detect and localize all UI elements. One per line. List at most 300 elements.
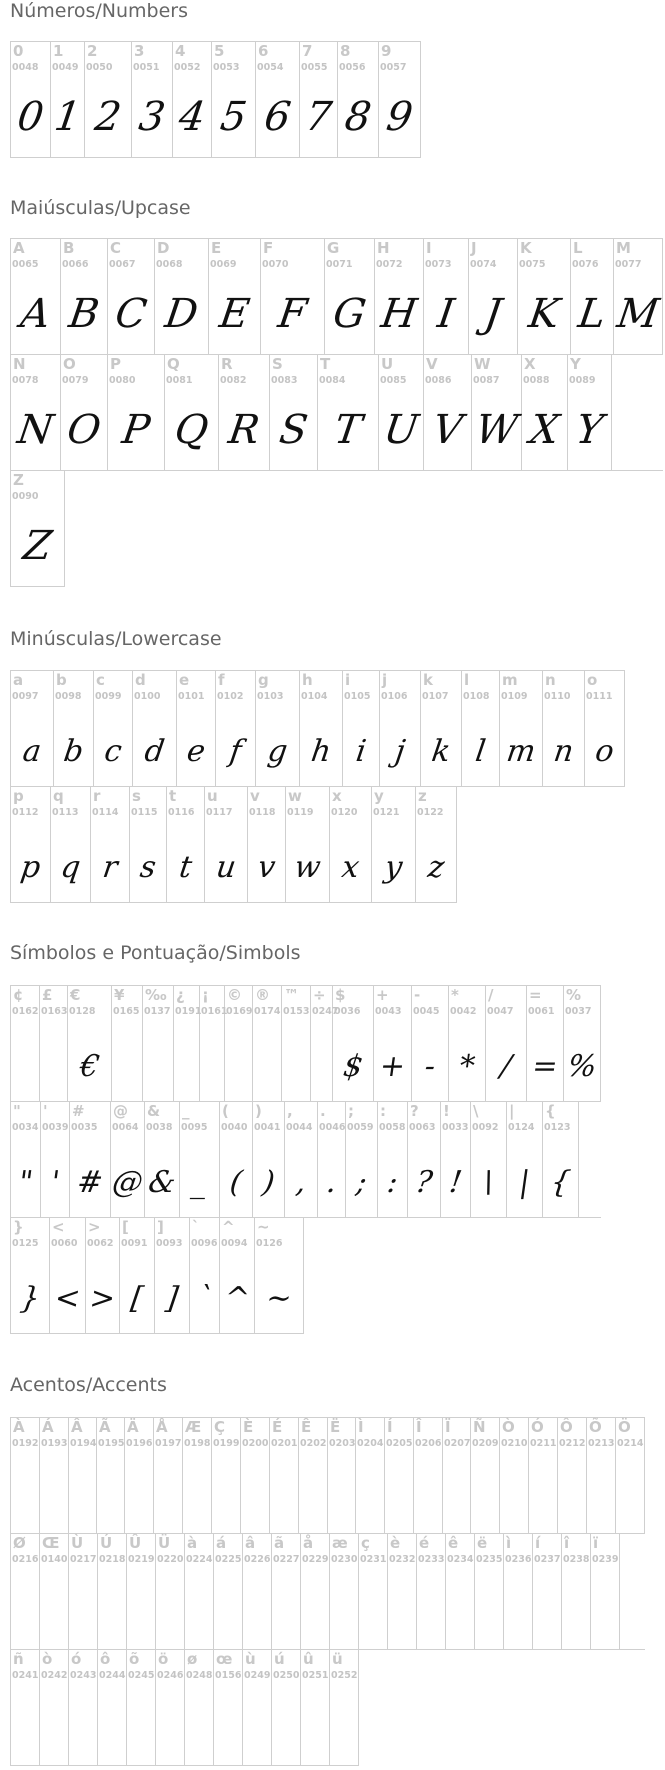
glyph-sample: 8	[342, 94, 374, 140]
glyph-sample: G	[330, 291, 369, 337]
glyph-cell	[11, 787, 51, 903]
glyph-code-label: 0042	[450, 1006, 477, 1017]
glyph-code-label: 0206	[415, 1438, 442, 1449]
glyph-code-label: 0174	[254, 1006, 281, 1017]
glyph-code-label: 0195	[98, 1438, 125, 1449]
glyph-code-label: 0067	[109, 259, 136, 270]
glyph-cell	[504, 1534, 533, 1650]
glyph-char-label: 9	[381, 42, 392, 60]
glyph-char-label: *	[451, 986, 459, 1004]
glyph-code-label: 0218	[99, 1554, 126, 1565]
glyph-cell	[167, 787, 205, 903]
glyph-char-label: y	[374, 787, 384, 805]
glyph-code-label: 0163	[41, 1006, 68, 1017]
glyph-cell	[318, 355, 379, 471]
glyph-code-label: 0081	[166, 375, 193, 386]
glyph-cell	[471, 1418, 500, 1534]
glyph-cell	[180, 1102, 220, 1218]
glyph-code-label: 0052	[174, 62, 201, 73]
glyph-cell	[255, 1218, 304, 1334]
glyph-code-label: 0235	[476, 1554, 503, 1565]
glyph-sample: 2	[92, 94, 124, 140]
glyph-sample: t	[177, 850, 195, 885]
glyph-cell	[248, 787, 286, 903]
glyph-cell	[94, 671, 133, 787]
glyph-cell	[98, 1650, 127, 1766]
glyph-cell	[533, 1534, 562, 1650]
glyph-code-label: 0100	[134, 691, 161, 702]
glyph-sample: 7	[302, 94, 335, 140]
glyph-cell	[214, 1650, 243, 1766]
glyph-char-label: é	[419, 1534, 430, 1552]
glyph-char-label: (	[222, 1102, 229, 1120]
glyph-char-label: |	[509, 1102, 515, 1120]
glyph-code-label: 0219	[128, 1554, 155, 1565]
glyph-cell	[177, 671, 216, 787]
glyph-cell	[424, 239, 469, 355]
glyph-code-label: 0053	[213, 62, 240, 73]
glyph-code-label: 0082	[220, 375, 247, 386]
glyph-char-label: Î	[416, 1418, 422, 1436]
glyph-code-label: 0128	[69, 1006, 96, 1017]
glyph-cell	[40, 1650, 69, 1766]
glyph-cell	[543, 1102, 579, 1218]
glyph-cell	[241, 1418, 270, 1534]
glyph-code-label: 0040	[221, 1122, 248, 1133]
glyph-char-label: Æ	[185, 1418, 202, 1436]
glyph-sample: J	[481, 291, 505, 337]
glyph-char-label: ,	[287, 1102, 293, 1120]
glyph-char-label: Ø	[13, 1534, 26, 1552]
glyph-cell	[11, 671, 54, 787]
glyph-cell	[108, 239, 155, 355]
glyph-cell	[286, 787, 330, 903]
glyph-cell	[472, 355, 522, 471]
glyph-cell	[343, 671, 380, 787]
glyph-char-label: n	[545, 671, 556, 689]
glyph-code-label: 0090	[12, 491, 39, 502]
glyph-char-label: Ù	[71, 1534, 84, 1552]
glyph-cell	[527, 986, 564, 1102]
glyph-cell	[417, 1534, 446, 1650]
glyph-cell	[54, 671, 94, 787]
glyph-cell	[558, 1418, 587, 1534]
glyph-code-label: 0094	[221, 1238, 248, 1249]
glyph-cell	[127, 1650, 156, 1766]
glyph-cell	[91, 787, 130, 903]
glyph-code-label: 0119	[287, 807, 314, 818]
glyph-cell	[318, 1102, 346, 1218]
glyph-char-label: Ï	[445, 1418, 451, 1436]
glyph-sample: }	[18, 1281, 43, 1316]
glyph-cell	[475, 1534, 504, 1650]
glyph-char-label: a	[13, 671, 24, 689]
glyph-sample: K	[525, 291, 563, 337]
glyph-code-label: 0193	[41, 1438, 68, 1449]
glyph-sample: ?	[413, 1165, 435, 1200]
glyph-cell	[11, 1218, 50, 1334]
glyph-char-label: Ü	[158, 1534, 171, 1552]
glyph-code-label: 0061	[528, 1006, 555, 1017]
glyph-cell	[155, 239, 209, 355]
glyph-sample: T	[331, 407, 365, 453]
glyph-char-label: ]	[157, 1218, 164, 1236]
glyph-code-label: 0237	[534, 1554, 561, 1565]
glyph-char-label: =	[529, 986, 542, 1004]
glyph-char-label: ¡	[202, 986, 209, 1004]
glyph-char-label: ñ	[13, 1650, 24, 1668]
glyph-char-label: z	[418, 787, 427, 805]
glyph-cell	[174, 986, 200, 1102]
glyph-char-label: Ö	[618, 1418, 631, 1436]
glyph-char-label: !	[443, 1102, 450, 1120]
glyph-code-label: 0107	[422, 691, 449, 702]
glyph-code-label: 0054	[257, 62, 284, 73]
glyph-code-label: 0096	[191, 1238, 218, 1249]
glyph-char-label: ø	[187, 1650, 198, 1668]
glyph-code-label: 0200	[242, 1438, 269, 1449]
glyph-sample: |	[517, 1165, 533, 1200]
glyph-cell	[11, 1102, 41, 1218]
glyph-code-label: 0044	[286, 1122, 313, 1133]
glyph-code-label: 0137	[144, 1006, 171, 1017]
glyph-code-label: 0048	[12, 62, 39, 73]
glyph-cell	[338, 42, 379, 158]
glyph-cell	[40, 1418, 69, 1534]
glyph-char-label: ü	[332, 1650, 343, 1668]
glyph-sample: F	[275, 291, 310, 337]
glyph-code-label: 0201	[271, 1438, 298, 1449]
glyph-sample: >	[87, 1281, 118, 1316]
glyph-char-label: ç	[361, 1534, 370, 1552]
glyph-code-label: 0056	[339, 62, 366, 73]
glyph-sample: n	[551, 734, 576, 769]
glyph-char-label: F	[263, 239, 274, 257]
glyph-sample: f	[227, 734, 244, 769]
glyph-char-label: ô	[100, 1650, 111, 1668]
glyph-code-label: 0115	[131, 807, 158, 818]
glyph-cell	[500, 1418, 529, 1534]
glyph-row	[11, 238, 663, 355]
glyph-cell	[375, 239, 424, 355]
glyph-cell	[285, 1102, 318, 1218]
glyph-cell	[270, 1418, 299, 1534]
glyph-char-label: á	[216, 1534, 227, 1552]
glyph-sample: Z	[20, 523, 55, 569]
glyph-char-label: w	[288, 787, 302, 805]
glyph-code-label: 0162	[12, 1006, 39, 1017]
section-title-lowercase: Minúsculas/Lowercase	[10, 628, 222, 650]
glyph-code-label: 0113	[52, 807, 79, 818]
glyph-cell	[300, 42, 338, 158]
glyph-sample: #	[75, 1165, 106, 1200]
glyph-cell	[51, 42, 85, 158]
glyph-char-label: ú	[274, 1650, 285, 1668]
glyph-sample: -	[422, 1049, 438, 1084]
glyph-sample: b	[61, 734, 86, 769]
glyph-char-label: g	[258, 671, 269, 689]
glyph-code-label: 0203	[329, 1438, 356, 1449]
glyph-char-label: o	[587, 671, 598, 689]
glyph-sample: P	[119, 407, 153, 453]
glyph-code-label: 0229	[302, 1554, 329, 1565]
glyph-char-label: v	[250, 787, 260, 805]
glyph-code-label: 0080	[109, 375, 136, 386]
glyph-char-label: î	[564, 1534, 570, 1552]
glyph-cell	[11, 471, 65, 587]
glyph-char-label: D	[157, 239, 170, 257]
glyph-char-label: ÷	[313, 986, 326, 1004]
glyph-char-label: f	[218, 671, 225, 689]
glyph-char-label: \	[473, 1102, 479, 1120]
glyph-sample: ]	[163, 1281, 181, 1316]
glyph-row	[11, 1101, 601, 1218]
glyph-char-label: 6	[258, 42, 269, 60]
glyph-cell	[372, 787, 416, 903]
glyph-code-label: 0236	[505, 1554, 532, 1565]
glyph-code-label: 0211	[530, 1438, 557, 1449]
glyph-cell	[220, 1218, 255, 1334]
glyph-code-label: 0045	[413, 1006, 440, 1017]
glyph-sample: I	[434, 291, 458, 337]
glyph-cell	[500, 671, 543, 787]
glyph-cell	[225, 986, 253, 1102]
glyph-sample: "	[16, 1165, 35, 1200]
glyph-char-label: Y	[570, 355, 581, 373]
glyph-code-label: 0213	[588, 1438, 615, 1449]
glyph-code-label: 0116	[168, 807, 195, 818]
glyph-code-label: 0102	[217, 691, 244, 702]
glyph-code-label: 0051	[133, 62, 160, 73]
glyph-cell	[253, 1102, 285, 1218]
glyph-sample: j	[392, 734, 408, 769]
glyph-char-label: d	[135, 671, 146, 689]
glyph-char-label: J	[471, 239, 477, 257]
glyph-cell	[51, 787, 91, 903]
glyph-cell	[61, 355, 108, 471]
glyph-code-label: 0037	[565, 1006, 592, 1017]
glyph-sample: )	[260, 1165, 277, 1200]
glyph-code-label: 0109	[501, 691, 528, 702]
glyph-cell	[388, 1534, 417, 1650]
glyph-cell	[125, 1418, 154, 1534]
glyph-cell	[185, 1650, 214, 1766]
glyph-char-label: ê	[448, 1534, 459, 1552]
glyph-sample: :	[385, 1165, 401, 1200]
glyph-cell	[424, 355, 472, 471]
glyph-cell	[11, 1650, 40, 1766]
glyph-sample: (	[227, 1165, 245, 1200]
glyph-char-label: b	[56, 671, 67, 689]
glyph-code-label: 0057	[380, 62, 407, 73]
glyph-char-label: ë	[477, 1534, 488, 1552]
glyph-sample: L	[575, 291, 609, 337]
glyph-char-label: h	[302, 671, 313, 689]
glyph-sample: M	[614, 291, 662, 337]
glyph-cell	[209, 239, 261, 355]
glyph-sample: .	[324, 1165, 339, 1200]
glyph-cell	[219, 355, 270, 471]
glyph-code-label: 0101	[178, 691, 205, 702]
glyph-char-label: '	[43, 1102, 48, 1120]
glyph-char-label: ó	[71, 1650, 82, 1668]
glyph-cell	[127, 1534, 156, 1650]
glyph-code-label: 0227	[273, 1554, 300, 1565]
glyph-cell	[587, 1418, 616, 1534]
glyph-char-label: 4	[175, 42, 186, 60]
glyph-sample: H	[378, 291, 420, 337]
glyph-cell	[11, 355, 61, 471]
section-title-numbers: Números/Numbers	[10, 0, 188, 22]
glyph-cell	[471, 1102, 507, 1218]
glyph-char-label: ï	[593, 1534, 599, 1552]
glyph-sample: U	[380, 407, 422, 453]
glyph-code-label: 0248	[186, 1670, 213, 1681]
glyph-char-label: T	[320, 355, 331, 373]
glyph-cell	[380, 671, 421, 787]
glyph-char-label: [	[122, 1218, 129, 1236]
glyph-char-label: Å	[156, 1418, 168, 1436]
glyph-char-label: £	[42, 986, 53, 1004]
glyph-code-label: 0197	[155, 1438, 182, 1449]
glyph-cell	[183, 1418, 212, 1534]
glyph-char-label: 1	[53, 42, 64, 60]
glyph-char-label: <	[52, 1218, 65, 1236]
glyph-code-label: 0244	[99, 1670, 126, 1681]
glyph-char-label: 7	[302, 42, 313, 60]
glyph-char-label: K	[520, 239, 532, 257]
glyph-char-label: Ò	[502, 1418, 515, 1436]
glyph-cell	[412, 986, 449, 1102]
glyph-sample: A	[17, 291, 54, 337]
glyph-code-label: 0232	[389, 1554, 416, 1565]
glyph-char-label: æ	[332, 1534, 348, 1552]
glyph-code-label: 0161	[201, 1006, 228, 1017]
glyph-cell	[441, 1102, 471, 1218]
glyph-sample: @	[110, 1165, 146, 1200]
glyph-cell	[97, 1418, 125, 1534]
glyph-code-label: 0210	[501, 1438, 528, 1449]
glyph-char-label: I	[426, 239, 432, 257]
glyph-sample: 9	[383, 94, 416, 140]
glyph-char-label: C	[110, 239, 122, 257]
glyph-code-label: 0209	[472, 1438, 499, 1449]
glyph-code-label: 0112	[12, 807, 39, 818]
glyph-cell	[120, 1218, 155, 1334]
glyph-code-label: 0063	[409, 1122, 436, 1133]
glyph-cell	[568, 355, 612, 471]
glyph-code-label: 0249	[244, 1670, 271, 1681]
glyph-char-label: j	[382, 671, 388, 689]
glyph-code-label: 0059	[347, 1122, 374, 1133]
glyph-char-label: Ë	[330, 1418, 341, 1436]
glyph-sample: 3	[136, 94, 168, 140]
glyph-cell	[69, 1534, 98, 1650]
glyph-code-label: 0073	[425, 259, 452, 270]
glyph-cell	[330, 787, 372, 903]
glyph-code-label: 0250	[273, 1670, 300, 1681]
glyph-char-label: $	[335, 986, 346, 1004]
glyph-char-label: Ä	[127, 1418, 139, 1436]
glyph-char-label: Õ	[589, 1418, 602, 1436]
glyph-cell	[143, 986, 174, 1102]
glyph-code-label: 0038	[146, 1122, 173, 1133]
glyph-sample: _	[189, 1165, 210, 1200]
glyph-sample: +	[377, 1049, 408, 1084]
glyph-char-label: W	[474, 355, 491, 373]
glyph-cell	[378, 1102, 408, 1218]
glyph-code-label: 0207	[444, 1438, 471, 1449]
glyph-code-label: 0204	[357, 1438, 384, 1449]
glyph-cell	[70, 1102, 111, 1218]
glyph-row	[11, 1649, 645, 1766]
glyph-char-label: M	[616, 239, 631, 257]
glyph-char-label: r	[93, 787, 101, 805]
glyph-code-label: 0245	[128, 1670, 155, 1681]
glyph-code-label: 0035	[71, 1122, 98, 1133]
uppercase-grid	[10, 238, 663, 587]
glyph-char-label: Œ	[42, 1534, 60, 1552]
glyph-code-label: 0069	[210, 259, 237, 270]
glyph-cell	[154, 1418, 183, 1534]
glyph-cell	[155, 1218, 190, 1334]
glyph-cell	[165, 355, 219, 471]
glyph-cell	[356, 1418, 385, 1534]
glyph-char-label: -	[414, 986, 421, 1004]
glyph-row	[11, 470, 663, 587]
glyph-cell	[11, 1418, 40, 1534]
glyph-char-label: ¢	[13, 986, 24, 1004]
glyph-char-label: Á	[42, 1418, 54, 1436]
glyph-cell	[330, 1534, 359, 1650]
glyph-char-label: >	[88, 1218, 101, 1236]
glyph-code-label: 0055	[301, 62, 328, 73]
glyph-cell	[379, 42, 421, 158]
glyph-char-label: t	[169, 787, 177, 805]
glyph-cell	[205, 787, 248, 903]
glyph-sample: d	[142, 734, 167, 769]
glyph-char-label: Â	[71, 1418, 83, 1436]
glyph-char-label: 3	[134, 42, 145, 60]
glyph-cell	[156, 1534, 185, 1650]
glyph-code-label: 0233	[418, 1554, 445, 1565]
glyph-code-label: 0153	[283, 1006, 310, 1017]
glyph-sample: g	[265, 734, 290, 769]
glyph-cell	[40, 1534, 69, 1650]
glyph-cell	[486, 986, 527, 1102]
glyph-char-label: â	[245, 1534, 256, 1552]
glyph-char-label: œ	[216, 1650, 233, 1668]
glyph-char-label: %	[566, 986, 582, 1004]
glyph-sample: ;	[354, 1165, 370, 1200]
glyph-cell	[86, 1218, 120, 1334]
glyph-char-label: &	[147, 1102, 161, 1120]
glyph-char-label: ì	[506, 1534, 512, 1552]
glyph-code-label: 0070	[262, 259, 289, 270]
glyph-row	[11, 1217, 601, 1334]
glyph-sample: C	[112, 291, 150, 337]
glyph-sample: o	[593, 734, 617, 769]
glyph-sample: ~	[264, 1281, 295, 1316]
glyph-sample: '	[48, 1165, 62, 1200]
glyph-cell	[328, 1418, 356, 1534]
glyph-sample: <	[52, 1281, 83, 1316]
glyph-char-label: V	[426, 355, 438, 373]
glyph-code-label: 0060	[51, 1238, 78, 1249]
glyph-code-label: 0075	[519, 259, 546, 270]
glyph-cell	[190, 1218, 220, 1334]
glyph-char-label: Ú	[100, 1534, 113, 1552]
